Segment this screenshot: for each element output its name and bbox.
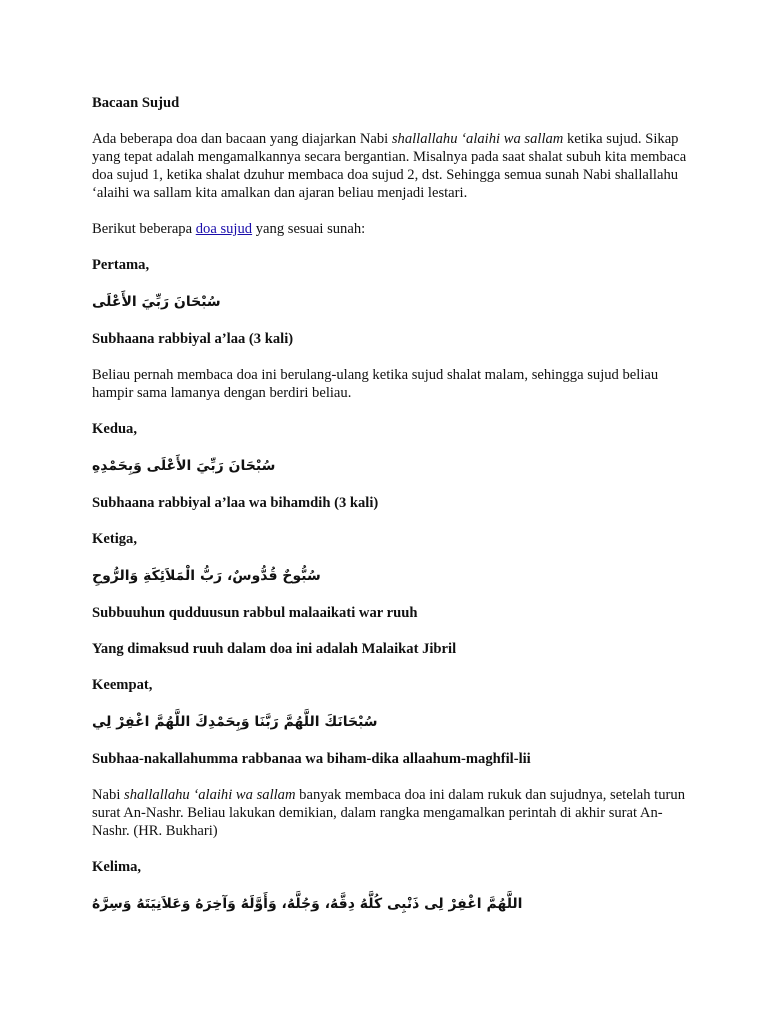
arabic-kedua — [92, 456, 692, 476]
arabic-ketiga — [92, 566, 692, 586]
arabic-pertama-text: سُبْحَانَ رَبِّيَ الأَعْلَى — [92, 294, 221, 310]
arabic-kelima — [92, 894, 692, 914]
list-intro-paragraph — [92, 220, 692, 238]
document-page — [92, 94, 692, 932]
arabic-ketiga-text: سُبُّوحٌ قُدُّوسٌ، رَبُّ الْمَلاَئِكَةِ وَالرُّوحِ — [92, 568, 321, 584]
arabic-keempat-text: سُبْحَانَكَ اللَّهُمَّ رَبَّنَا وَبِحَمْدِكَ اللَّهُمَّ اغْفِرْ لِي — [92, 714, 378, 730]
latin-ketiga: Subbuuhun qudduusun rabbul malaaikati war ruuh — [92, 605, 418, 621]
intro-text-start: Ada beberapa doa dan bacaan yang diajarkan Nabi — [92, 131, 392, 147]
latin-keempat: Subhaa-nakallahumma rabbanaa wa biham-dika allaahum-maghfil-lii — [92, 751, 531, 767]
heading-kedua: Kedua, — [92, 421, 138, 437]
note-keempat-start: Nabi — [92, 787, 125, 803]
note-ketiga: Yang dimaksud ruuh dalam doa ini adalah Malaikat Jibril — [92, 641, 457, 657]
note-pertama: Beliau pernah membaca doa ini berulang-ulang ketika sujud shalat malam, sehingga sujud beliau hampir sama lamanya dengan berdiri beliau. — [92, 367, 659, 401]
heading-keempat: Keempat, — [92, 677, 153, 693]
note-keempat-end: banyak membaca doa ini dalam rukuk dan sujudnya, setelah turun surat An-Nashr. Beliau lakukan demikian, dalam rangka mengamalkan perintah di akhir surat An-Nashr. (HR. Bukhari) — [92, 787, 685, 839]
heading-ketiga: Ketiga, — [92, 531, 137, 547]
list-intro-after: yang sesuai sunah: — [252, 221, 366, 237]
heading-pertama: Pertama, — [92, 257, 150, 273]
doa-sujud-link[interactable]: doa sujud — [195, 221, 253, 237]
list-intro-before: Berikut beberapa — [92, 221, 196, 237]
intro-italic-salawat: shallallahu ‘alaihi wa sallam — [391, 131, 564, 147]
latin-kedua: Subhaana rabbiyal a’laa wa bihamdih (3 kali) — [92, 495, 379, 511]
note-keempat — [92, 786, 692, 840]
intro-text-end: ketika sujud. Sikap yang tepat adalah mengamalkannya secara bergantian. Misalnya pada saat shalat subuh kita membaca doa sujud 1, ketika shalat dzuhur membaca doa sujud 2, dst. Sehingga semua sunah Nabi shallallahu ‘alaihi wa sallam kita amalkan dan ajaran beliau menjadi lestari. — [92, 131, 687, 201]
latin-pertama: Subhaana rabbiyal a’laa (3 kali) — [92, 331, 294, 347]
arabic-kedua-text: سُبْحَانَ رَبِّيَ الأَعْلَى وَبِحَمْدِهِ — [92, 458, 276, 474]
intro-paragraph — [92, 130, 692, 202]
arabic-pertama — [92, 292, 692, 312]
arabic-keempat — [92, 712, 692, 732]
note-keempat-italic: shallallahu ‘alaihi wa sallam — [124, 787, 296, 803]
document-title: Bacaan Sujud — [92, 95, 180, 111]
heading-kelima: Kelima, — [92, 859, 142, 875]
arabic-kelima-text: اللَّهُمَّ اغْفِرْ لِى ذَنْبِى كُلَّهُ دِقَّهُ، وَجُلَّهُ، وَأَوَّلَهُ وَآخِرَهُ وَعَلاَنِيَتَهُ وَسِرَّهُ — [92, 896, 523, 912]
